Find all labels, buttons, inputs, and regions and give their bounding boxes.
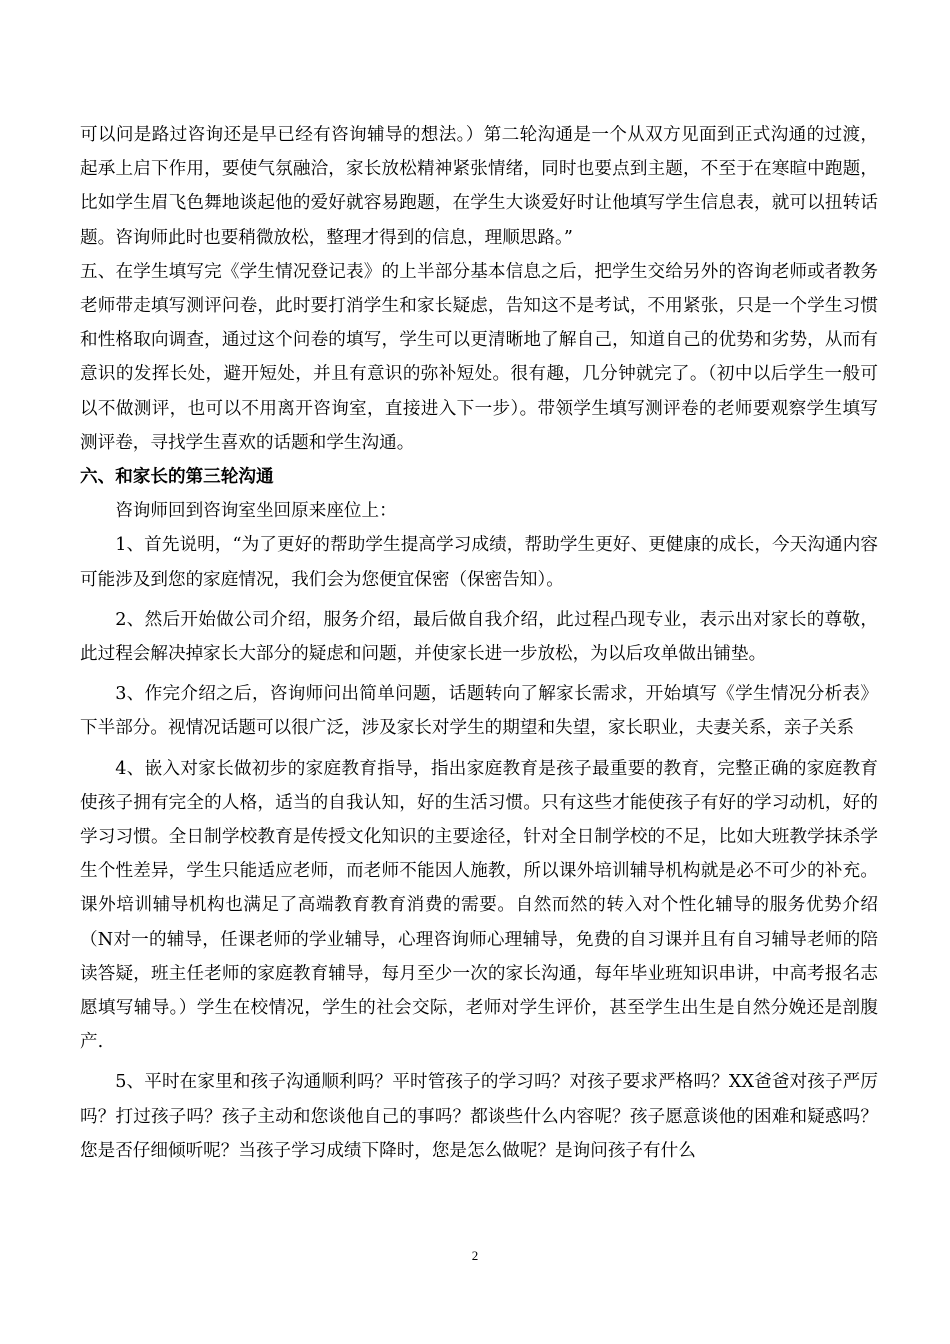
- list-item-4: 4、嵌入对家长做初步的家庭教育指导，指出家庭教育是孩子最重要的教育，完整正确的家庭教育使孩子拥有完全的人格，适当的自我认知，好的生活习惯。只有这些才能使孩子有好的学习动机，好的学习习惯。全日制学校教育是传授文化知识的主要途径，针对全日制学校的不足，比如大班教学抹杀学生个性差异，学生只能适应老师，而老师不能因人施教，所以课外培训辅导机构就是必不可少的补充。课外培训辅导机构也满足了高端教育教育消费的需要。自然而然的转入对个性化辅导的服务优势介绍（N对一的辅导，任课老师的学业辅导，心理咨询师心理辅导，免费的自习课并且有自习辅导老师的陪读答疑，班主任老师的家庭教育辅导，每月至少一次的家长沟通，每年毕业班知识串讲，中高考报名志愿填写辅导。）学生在校情况，学生的社会交际，老师对学生评价，甚至学生出生是自然分娩还是剖腹产.: [80, 758, 878, 1053]
- list-item-3: 3、作完介绍之后，咨询师问出简单问题，话题转向了解家长需求，开始填写《学生情况分析表》下半部分。视情况话题可以很广泛，涉及家长对学生的期望和失望，家长职业，夫妻关系，亲子关系: [80, 684, 878, 739]
- list-item-1: 1、首先说明，“为了更好的帮助学生提高学习成绩，帮助学生更好、更健康的成长，今天沟通内容可能涉及到您的家庭情况，我们会为您便宜保密（保密告知）。: [80, 535, 878, 590]
- page-number: 2: [471, 1248, 479, 1263]
- intro-paragraph: 咨询师回到咨询室坐回原来座位上：: [115, 501, 397, 522]
- list-item-2: 2、然后开始做公司介绍，服务介绍，最后做自我介绍，此过程凸现专业，表示出对家长的尊敬，此过程会解决掉家长大部分的疑虑和问题，并使家长进一步放松，为以后攻单做出铺垫。: [80, 609, 878, 665]
- document-body: [80, 118, 878, 1168]
- paragraph-continuation: 可以问是路过咨询还是早已经有咨询辅导的想法。）第二轮沟通是一个从双方见面到正式沟通的过渡，起承上启下作用，要使气氛融洽，家长放松精神紧张情绪，同时也要点到主题，不至于在寒暄中跑题，比如学生眉飞色舞地谈起他的爱好就容易跑题，在学生大谈爱好时让他填写学生信息表，就可以扭转话题。咨询师此时也要稍微放松，整理才得到的信息，理顺思路。”: [80, 125, 878, 248]
- section-five-paragraph: 五、在学生填写完《学生情况登记表》的上半部分基本信息之后，把学生交给另外的咨询老师或者教务老师带走填写测评问卷，此时要打消学生和家长疑虑，告知这不是考试，不用紧张，只是一个学生习惯和性格取向调查，通过这个问卷的填写，学生可以更清晰地了解自己，知道自己的优势和劣势，从而有意识的发挥长处，避开短处，并且有意识的弥补短处。很有趣，几分钟就完了。（初中以后学生一般可以不做测评，也可以不用离开咨询室，直接进入下一步）。带领学生填写测评卷的老师要观察学生填写测评卷，寻找学生喜欢的话题和学生沟通。: [80, 261, 878, 453]
- section-six-heading: 六、和家长的第三轮沟通: [80, 466, 274, 488]
- list-item-5: 5、平时在家里和孩子沟通顺利吗？平时管孩子的学习吗？对孩子要求严格吗？XX爸爸对孩子严厉吗？打过孩子吗？孩子主动和您谈他自己的事吗？都谈些什么内容呢？孩子愿意谈他的困难和疑惑吗？您是否仔细倾听呢？当孩子学习成绩下降时，您是怎么做呢？是询问孩子有什么: [80, 1072, 878, 1161]
